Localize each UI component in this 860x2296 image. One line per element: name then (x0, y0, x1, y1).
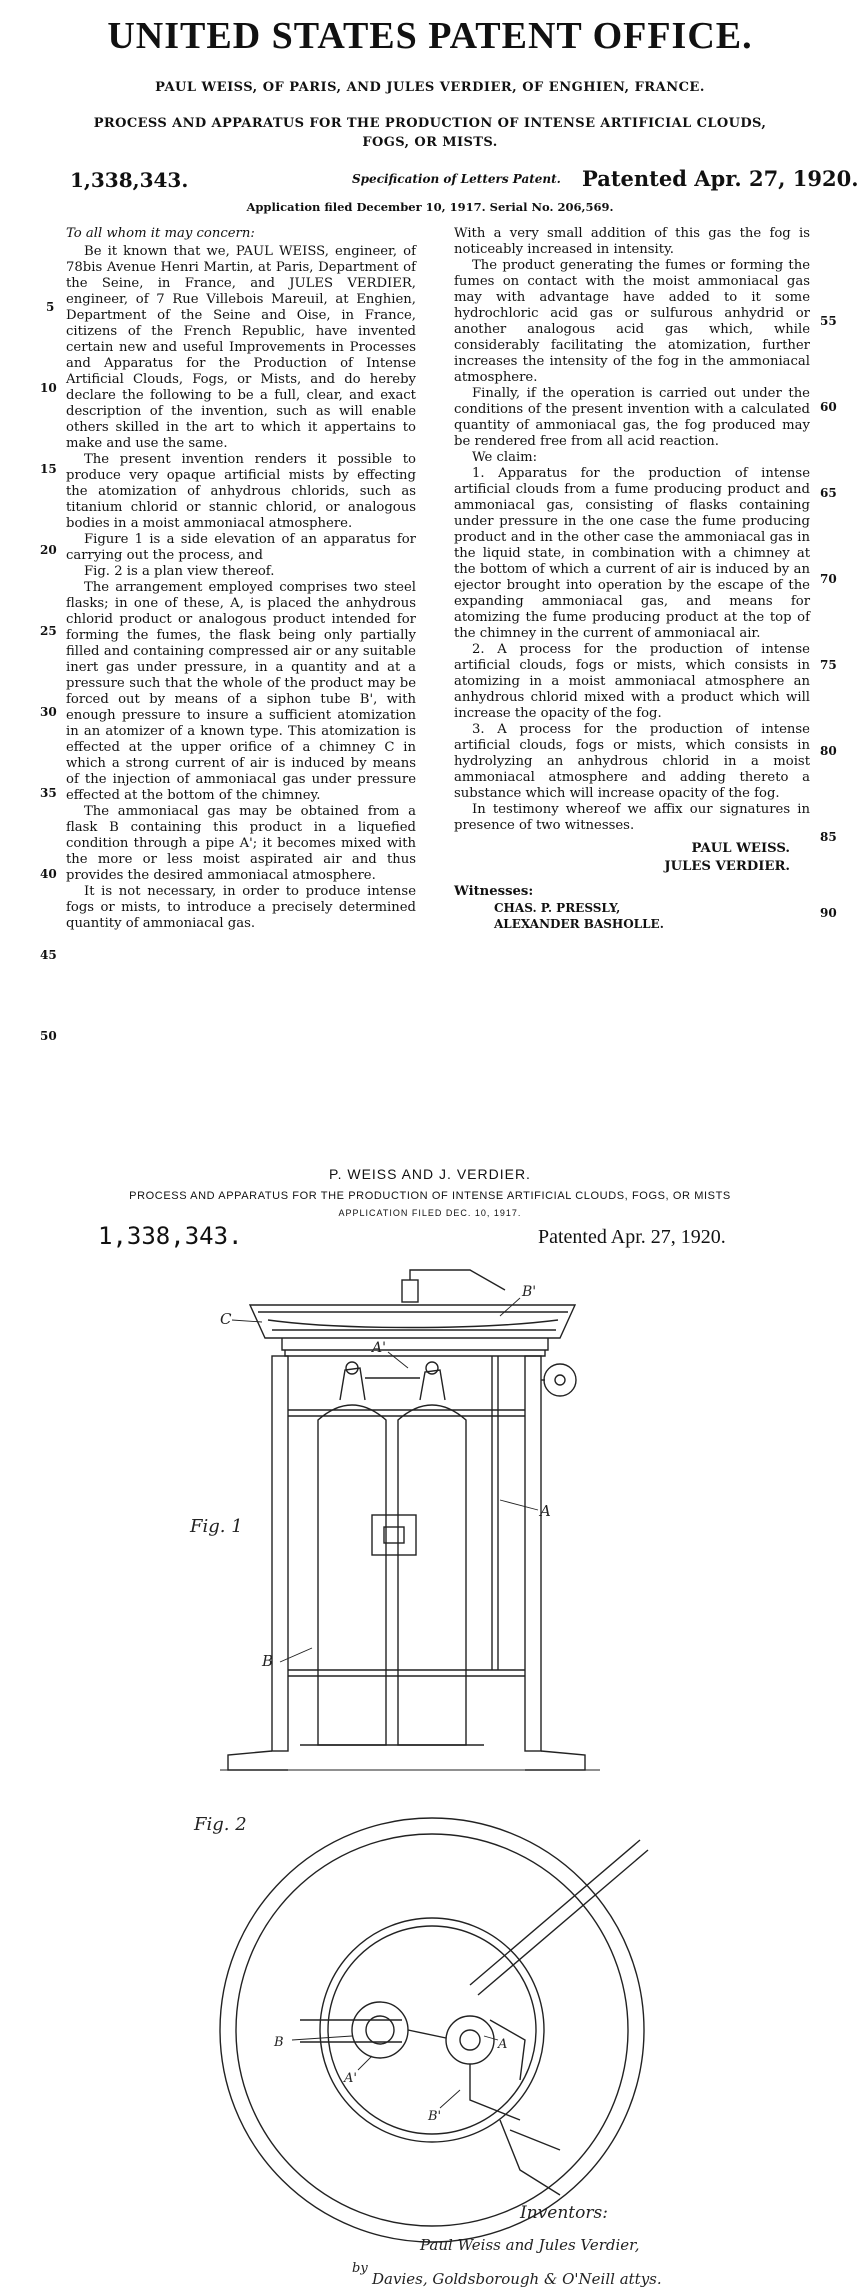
ref-letter: B' (522, 1284, 537, 1300)
drawing-title: PROCESS AND APPARATUS FOR THE PRODUCTION OF INTENSE ARTIFICIAL CLOUDS, FOGS, OR MISTS (129, 1190, 731, 1202)
ref-letter: B (262, 1652, 274, 1670)
paragraph: The ammoniacal gas may be obtained from a flask B containing this product in a liquefied condition through a pipe A'; it becomes mixed with the more or less moist aspirated air and thus provides the desired ammoniacal atmosphere. (66, 804, 416, 883)
patented-date: Patented Apr. 27, 1920. (582, 166, 859, 191)
fig2-drawing (220, 1818, 648, 2242)
line-number: 55 (820, 314, 837, 328)
attorney-prefix: by (352, 2261, 368, 2276)
drawing-patent-number: 1,338,343. (98, 1222, 243, 1250)
witnesses-label: Witnesses: (454, 884, 534, 899)
line-number: 90 (820, 906, 837, 920)
outer-rim (220, 1818, 644, 2242)
line-number: 30 (40, 705, 57, 719)
frame-post-right (525, 1356, 541, 1751)
flask-a (318, 1405, 386, 1745)
line-number: 50 (40, 1029, 57, 1043)
inventors-line: PAUL WEISS, OF PARIS, AND JULES VERDIER, OF ENGHIEN, FRANCE. (155, 80, 705, 95)
attorney-signature: Davies, Goldsborough & O'Neill attys. (372, 2270, 662, 2288)
drawing-inventors: P. WEISS AND J. VERDIER. (329, 1166, 531, 1182)
claim: 1. Apparatus for the production of intense artificial clouds from a fume producing product and ammoniacal gas, consisting of flasks containing under pressure in the one case the fume producing product and in the other case the ammoniacal gas in the liquid state, in combination with a chimney at the bottom of which a current of air is induced by an ejector brought into operation by the escape of the expanding ammoniacal gas, and means for atomizing the fume producing product at the top of the chimney in the current of ammoniacal air. (454, 466, 810, 641)
line-number: 45 (40, 948, 57, 962)
fig1-label: Fig. 1 (190, 1516, 243, 1537)
paragraph: Fig. 2 is a plan view thereof. (84, 564, 275, 579)
line-number: 15 (40, 462, 57, 476)
paragraph: Figure 1 is a side elevation of an apparatus for carrying out the process, and (66, 532, 416, 563)
line-number: 40 (40, 867, 57, 881)
paragraph: Finally, if the operation is carried out under the conditions of the present invention with a calculated quantity of ammoniacal gas, the fog produced may be rendered free from all acid reaction. (454, 386, 810, 449)
diagonal-pipe (470, 1840, 640, 1985)
testimony: In testimony whereof we affix our signatures in presence of two witnesses. (454, 802, 810, 833)
paragraph: The arrangement employed comprises two steel flasks; in one of these, A, is placed the anhydrous chlorid product or analogous product intended for forming the fumes, the flask being only partially filled and containing compressed air or any suitable inert gas under pressure, in a quantity and at a pressure such that the whole of the product may be forced out by means of a siphon tube B', with enough pressure to insure a sufficient atomization in an atomizer of a known type. This atomization is effected at the upper orifice of a chimney C in which a strong current of air is induced by means of the injection of ammoniacal gas under pressure effected at the bottom of the chimney. (66, 580, 416, 803)
claims-heading: We claim: (472, 450, 538, 465)
ref-letter: A' (344, 2071, 357, 2086)
flask-a-plan (352, 2002, 408, 2058)
process-title-line-2: FOGS, OR MISTS. (362, 135, 498, 150)
signer-name: PAUL WEISS. (691, 841, 790, 856)
line-number: 10 (40, 381, 57, 395)
line-number: 80 (820, 744, 837, 758)
fig2-label: Fig. 2 (194, 1814, 247, 1835)
ref-letter: A' (372, 1340, 386, 1356)
specification-label: Specification of Letters Patent. (352, 172, 561, 186)
ref-letter: C (220, 1310, 232, 1328)
line-number: 70 (820, 572, 837, 586)
inventors-caption: Inventors: (520, 2203, 608, 2223)
ref-letter: B' (428, 2109, 442, 2124)
ref-letter: A (498, 2037, 508, 2052)
chimney-basin (250, 1305, 575, 1338)
witness-name: ALEXANDER BASHOLLE. (494, 917, 664, 931)
line-number: 35 (40, 786, 57, 800)
paragraph: With a very small addition of this gas the fog is noticeably increased in intensity. (454, 226, 810, 257)
claim: 3. A process for the production of intense artificial clouds, fogs or mists, which consists in hydrolyzing an anhydrous chlorid in a moist ammoniacal atmosphere and adding thereto a substance which will increase opacity of the fog. (454, 722, 810, 801)
line-number: 60 (820, 400, 837, 414)
flask-b (398, 1405, 466, 1745)
line-number: 75 (820, 658, 837, 672)
office-title: UNITED STATES PATENT OFFICE. (107, 15, 753, 57)
claim: 2. A process for the production of intense artificial clouds, fogs or mists, which consists in atomizing in a moist ammoniacal atmosphere an anhydrous chlorid mixed with a product which will increase the opacity of the fog. (454, 642, 810, 721)
drawing-patented-date: Patented Apr. 27, 1920. (538, 1226, 726, 1248)
ref-letter: B (274, 2035, 284, 2050)
paragraph: Be it known that we, PAUL WEISS, engineer, of 78bis Avenue Henri Martin, at Paris, Department of the Seine, in France, and JULES VERDIER, engineer, of 7 Rue Villebois Mareuil, at Enghien, Department of the Seine and Oise, in France, citizens of the French Republic, have invented certain new and useful Improvements in Processes and Apparatus for the Production of Intense Artificial Clouds, Fogs, or Mists, and do hereby declare the following to be a full, clear, and exact description of the invention, such as will enable others skilled in the art to which it appertains to make and use the same. (66, 244, 416, 451)
ref-letter: A (540, 1502, 551, 1520)
flask-b-plan (446, 2016, 494, 2064)
signature-block (454, 840, 810, 876)
hand-wheel (544, 1364, 576, 1396)
patent-drawings (0, 1250, 860, 2290)
line-number: 25 (40, 624, 57, 638)
paragraph: The product generating the fumes or forming the fumes on contact with the moist ammoniacal gas may with advantage have added to it some hydrochloric acid gas or sulfurous anhydrid or another analogous acid gas which, while considerably facilitating the atomization, further increases the intensity of the fog in the ammoniacal atmosphere. (454, 258, 810, 385)
signer-name: JULES VERDIER. (664, 859, 790, 874)
paragraph: The present invention renders it possible to produce very opaque artificial mists by effecting the atomization of anhydrous chlorids, such as titanium chlorid or stannic chlorid, or analogous bodies in a moist ammoniacal atmosphere. (66, 452, 416, 531)
process-title-line-1: PROCESS AND APPARATUS FOR THE PRODUCTION OF INTENSE ARTIFICIAL CLOUDS, (93, 116, 767, 131)
witness-name: CHAS. P. PRESSLY, (494, 901, 621, 915)
line-number: 5 (46, 300, 55, 314)
valve (340, 1368, 365, 1400)
frame-post-left (272, 1356, 288, 1751)
drawing-application: APPLICATION FILED DEC. 10, 1917. (338, 1208, 522, 1218)
salutation: To all whom it may concern: (66, 226, 255, 241)
left-text-column (66, 226, 416, 932)
line-number: 65 (820, 486, 837, 500)
process-title (60, 114, 800, 152)
patent-number: 1,338,343. (70, 168, 189, 192)
right-text-column (454, 226, 810, 932)
paragraph: It is not necessary, in order to produce intense fogs or mists, to introduce a precisely determined quantity of ammoniacal gas. (66, 884, 416, 931)
line-number: 20 (40, 543, 57, 557)
atomizer-nozzle (402, 1280, 418, 1302)
fig1-drawing (220, 1270, 600, 1770)
application-line: Application filed December 10, 1917. Serial No. 206,569. (246, 200, 614, 214)
line-number: 85 (820, 830, 837, 844)
inventors-signature: Paul Weiss and Jules Verdier, (420, 2236, 640, 2254)
pressure-gauge (372, 1515, 416, 1555)
